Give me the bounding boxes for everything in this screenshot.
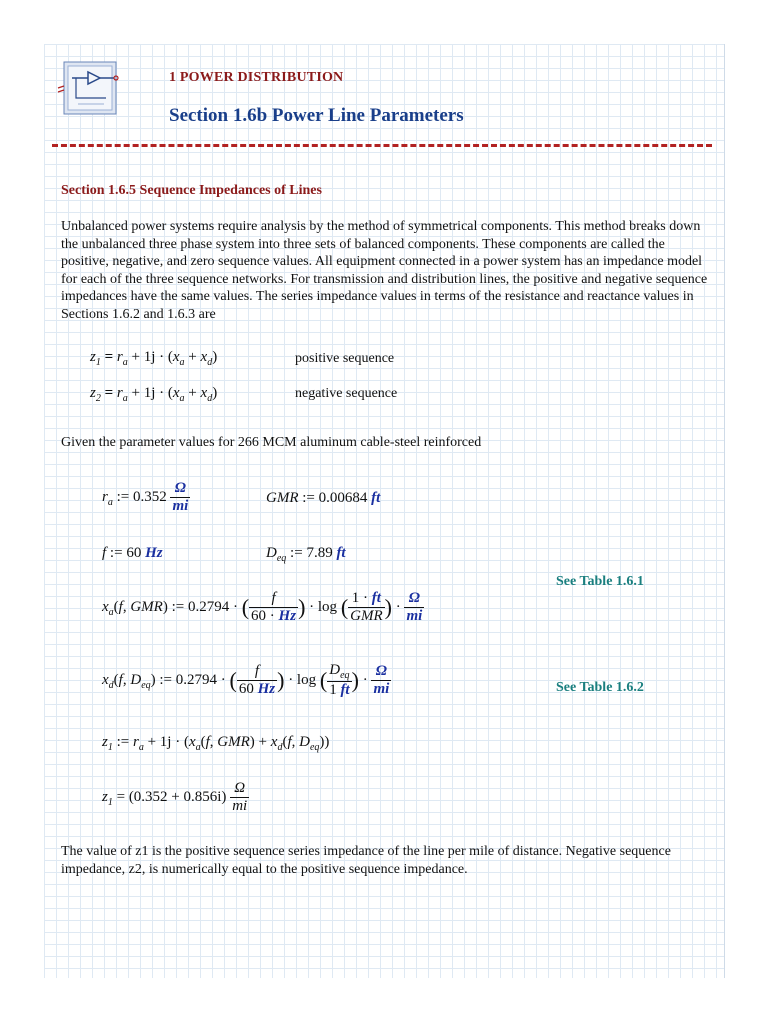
ft-unit: ft	[371, 490, 381, 506]
page-title: Section 1.6b Power Line Parameters	[169, 105, 464, 126]
f-assignment: f := 60 Hz	[102, 545, 163, 561]
z1-expression: $z_1$ := $r_a + 1j \cdot (x_a(f$, $GMR) + x_d(f$, $D_{eq}$))	[102, 734, 330, 753]
chapter-heading: 1 POWER DISTRIBUTION	[169, 70, 344, 85]
ra-assignment: $r_a$ := 0.352 $\frac{\Omega}{mi}$	[102, 480, 189, 514]
ft-unit-deq: ft	[336, 545, 346, 561]
deq-assignment: $D_{eq}$ := 7.89 ft	[266, 545, 346, 564]
positive-sequence-label: positive sequence	[295, 351, 395, 366]
hz-unit: Hz	[145, 545, 163, 561]
gmr-assignment: GMR := 0.00684 ft	[266, 490, 381, 506]
f-value: 60	[126, 545, 142, 561]
z1-result-value: (0.352 + 0.856i)	[128, 788, 227, 805]
z1-result: $z_1 = (0.352 + 0.856i)$ $\frac{\Omega}{mi}$	[102, 780, 248, 814]
xd-function: $x_d(f$, $D_{eq}$) := 0.2794 · ( $\frac{f}{60 Hz}$ ) · log ( $\frac{D_{eq}}{1 ft}$ ) · $\frac{\Omega}{mi}$	[102, 662, 390, 698]
deq-value: 7.89	[306, 545, 333, 561]
xa-function: $x_a(f$, GMR) := 0.2794 · ( $\frac{f}{60 \cdot Hz}$ ) · log ( $\frac{1 \cdot ft}{\text{GMR}}$ ) · $\frac{\Omega}{mi}$	[102, 590, 423, 624]
mi-unit: mi	[172, 498, 189, 514]
table-reference-1: See Table 1.6.1	[556, 574, 644, 589]
conclusion-paragraph: The value of z1 is the positive sequence series impedance of the line per mile of distance. Negative sequence impedance, z2, is numerically equal to the positive sequence impedance.	[61, 844, 671, 877]
section-heading: Section 1.6.5 Sequence Impedances of Lines	[61, 183, 322, 198]
intro-paragraph: Unbalanced power systems require analysis by the method of symmetrical components. This method breaks down the unbalanced three phase system into three sets of balanced components. These components are called the positive, negative, and zero sequence values. All equipment connected in a power system has an impedance model for each of the three sequence networks. For transmission and distribution lines, the positive and negative sequence impedances have the same values. The series impedance values in terms of the resistance and reactance values in Sections 1.6.2 and 1.6.3 are	[61, 219, 708, 322]
z2-definition: $z_2 = r_a + 1j \cdot (x_a + x_d)$	[90, 385, 218, 404]
given-paragraph: Given the parameter values for 266 MCM aluminum cable-steel reinforced	[61, 435, 482, 450]
circuit-logo-icon	[54, 58, 126, 118]
table-reference-2: See Table 1.6.2	[556, 680, 644, 695]
gmr-value: 0.00684	[318, 490, 368, 506]
negative-sequence-label: negative sequence	[295, 386, 398, 401]
ra-value: 0.352	[132, 488, 167, 505]
ohm-unit: Ω	[170, 480, 190, 498]
dashed-divider	[52, 144, 712, 147]
z1-definition: $z_1 = r_a + 1j \cdot (x_a + x_d)$	[90, 349, 218, 368]
